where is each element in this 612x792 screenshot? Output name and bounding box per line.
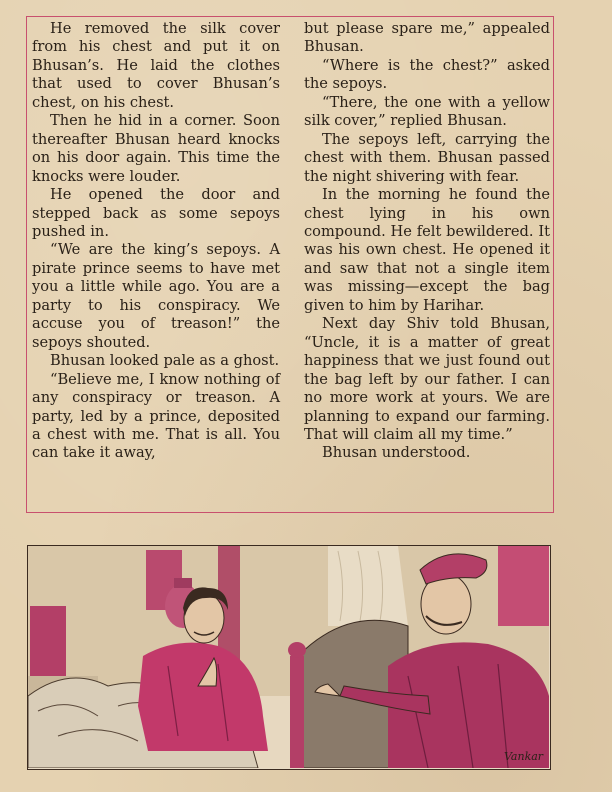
paragraph: Then he hid in a corner. Soon thereafter Bhusan heard knocks on his door again. This time the knocks were louder. [32,112,280,185]
story-left-column [32,20,280,463]
story-right-column [304,20,550,463]
paragraph: The sepoys left, carrying the chest with them. Bhusan passed the night shivering with fear. [304,130,550,185]
paragraph: He removed the silk cover from his chest and put it on Bhusan’s. He laid the clothes that used to cover Bhusan’s chest, on his chest. [32,20,280,111]
paragraph: Bhusan looked pale as a ghost. [50,352,280,370]
bed-post [30,606,66,681]
paragraph: “We are the king’s sepoys. A pirate prince seems to have met you a little while ago. You are a party to his conspiracy. We accuse you of treason!” the sepoys shouted. [32,241,280,351]
paragraph: but please spare me,” appealed Bhusan. [304,20,550,56]
paragraph: “Where is the chest?” asked the sepoys. [304,56,550,93]
paragraph: Bhusan understood. [322,444,471,462]
paragraph: “Believe me, I know nothing of any conspiracy or treason. A party, led by a prince, deposited a chest with me. That is all. You can take it away, [32,370,280,462]
paragraph: “There, the one with a yellow silk cover,” replied Bhusan. [304,93,550,130]
ornamental-post [290,656,304,768]
paragraph: In the morning he found the chest lying in his own compound. He felt bewildered. It was his own chest. He opened it and saw that not a single item was missing—except the bag given to him by Harihar. [304,186,550,314]
story-illustration [27,545,551,770]
paragraph: Next day Shiv told Bhusan, “Uncle, it is a matter of great happiness that we just found out the bag left by our father. I can no more work at yours. We are planning to expand our farming. That will claim all my time.” [304,315,550,443]
illustrator-signature: Vankar [504,750,544,763]
paragraph: He opened the door and stepped back as some sepoys pushed in. [32,186,280,240]
